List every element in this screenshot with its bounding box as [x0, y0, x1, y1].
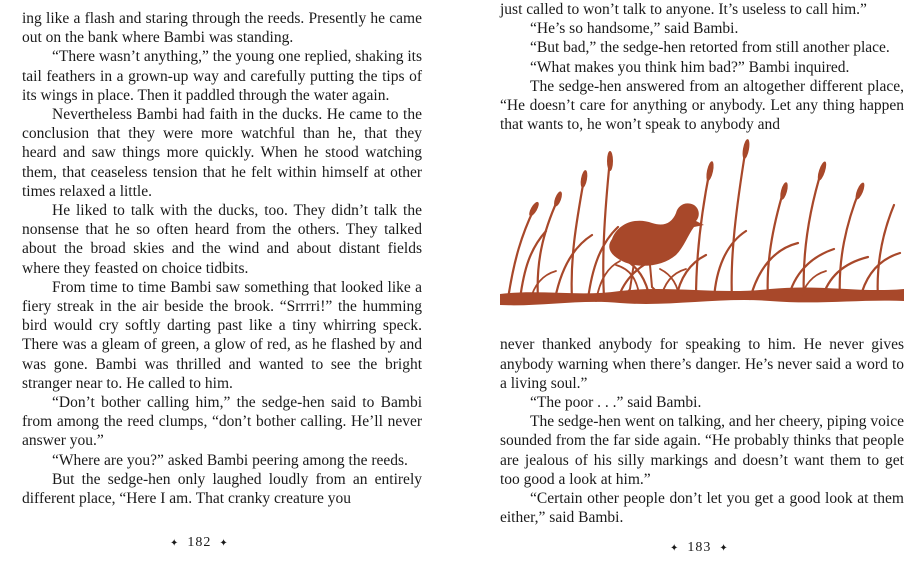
- ornament-icon: ✦: [670, 542, 680, 554]
- ornament-icon: ✦: [219, 537, 229, 549]
- ornament-icon: ✦: [170, 537, 180, 549]
- paragraph: He liked to talk with the ducks, too. They didn’t talk the nonsense that he so often heard from the others. They talked about the broad skies and the wind and about distant fields where they feasted on choice tidbits.: [22, 202, 422, 277]
- paragraph: From time to time Bambi saw something that looked like a fiery streak in the air beside the brook. “Srrrri!” the humming bird would cry softly darting past like a tiny whirring speck. There was a gleam of green, a glow of red, as he flashed by and was gone. Bambi was thrilled and wanted to see the bright stranger near to. He called to him.: [22, 278, 422, 392]
- page-number-right: [670, 540, 729, 556]
- paragraph: just called to won’t talk to anyone. It’s useless to call him.”: [500, 1, 867, 18]
- page-number: 183: [687, 540, 712, 555]
- paragraph: The sedge-hen went on talking, and her cheery, piping voice sounded from the far side again. “He probably thinks that people are jealous of his silly markings and doesn’t want them to get too good a look at him.”: [500, 413, 904, 488]
- page-number-left: [170, 535, 229, 551]
- left-page: [22, 0, 422, 508]
- right-page: [500, 0, 904, 527]
- paragraph: “Don’t bother calling him,” the sedge-hen said to Bambi from among the reed clumps, “don’t bother calling. He’ll never answer you.”: [22, 394, 422, 450]
- paragraph: But the sedge-hen only laughed loudly from an entirely different place, “Here I am. That cranky creature you: [22, 470, 422, 508]
- paragraph: “Certain other people don’t let you get a good look at them either,” said Bambi.: [500, 490, 904, 527]
- paragraph: “What makes you think him bad?” Bambi inquired.: [530, 58, 850, 76]
- paragraph: never thanked anybody for speaking to him. He never gives anybody warning when there’s danger. He’s never said a word to a living soul.”: [500, 336, 904, 392]
- page-number: 182: [187, 535, 212, 550]
- left-page-text: [22, 0, 422, 508]
- ornament-icon: ✦: [719, 542, 729, 554]
- paragraph: “There wasn’t anything,” the young one replied, shaking its tail feathers in a grown-up way and carefully putting the tips of its wings in place. Then it paddled through the water again.: [22, 48, 422, 104]
- sedge-hen-illustration: [500, 139, 904, 324]
- paragraph: ing like a flash and staring through the reeds. Presently he came out on the bank where Bambi was standing.: [22, 10, 422, 47]
- paragraph: The sedge-hen answered from an altogether different place, “He doesn’t care for anything or anybody. Let any thing happen that wants to, he won’t speak to anybody and: [500, 77, 904, 134]
- paragraph: “Where are you?” asked Bambi peering among the reeds.: [52, 451, 408, 469]
- right-page-text-top: [500, 0, 904, 134]
- paragraph: “He’s so handsome,” said Bambi.: [530, 20, 739, 38]
- paragraph: Nevertheless Bambi had faith in the ducks. He came to the conclusion that they were more watchful than he, that they heard and saw things more quickly. When he stood watching them, that ceaseless tension that he felt within himself at other times relaxed a little.: [22, 106, 422, 200]
- right-page-text-bottom: [500, 335, 904, 527]
- paragraph: “But bad,” the sedge-hen retorted from still another place.: [530, 39, 890, 57]
- paragraph: “The poor . . .” said Bambi.: [530, 394, 702, 412]
